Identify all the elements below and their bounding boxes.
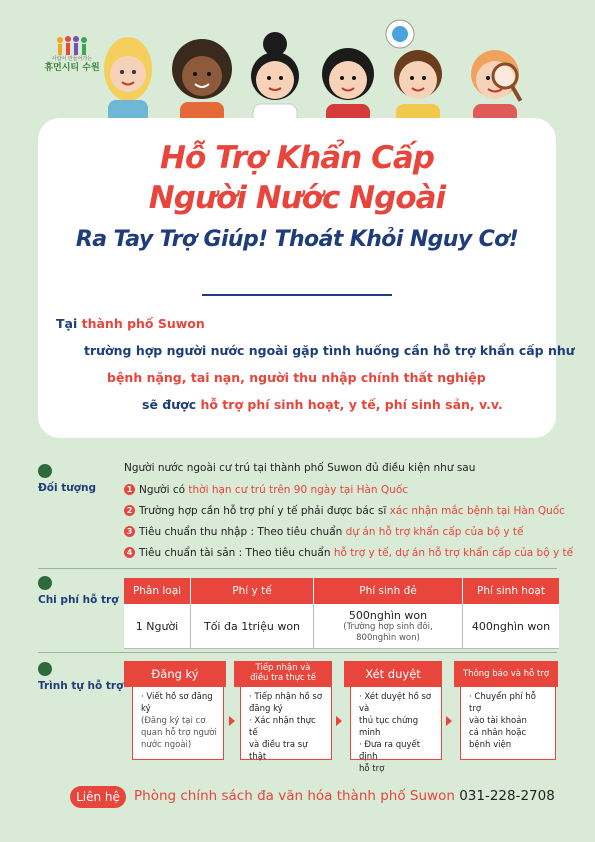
table-cell: 400nghìn won bbox=[463, 604, 560, 649]
table-header: Phí sinh hoạt bbox=[463, 578, 560, 604]
people-logo-icon bbox=[55, 36, 89, 56]
logo-tagline: 사람이 만들어가는 bbox=[51, 56, 93, 62]
eligibility-item: 4 Tiêu chuẩn tài sản : Theo tiêu chuẩn hỗ trợ y tế, dự án hỗ trợ khẩn cấp của bộ y tế bbox=[124, 547, 573, 559]
process-step-box: · Chuyển phí hỗ trợ vào tài khoản cá nhân hoặc bệnh viện bbox=[460, 682, 556, 760]
person-globe-thought-icon bbox=[386, 20, 442, 124]
title-divider bbox=[202, 294, 392, 296]
person-search-icon bbox=[38, 662, 52, 676]
person-bun-icon bbox=[251, 32, 299, 124]
intro-line-1: Tại thành phố Suwon bbox=[56, 316, 205, 331]
process-step-box: · Tiếp nhận hồ sơ đăng ký · Xác nhận thực tế và điều tra sự thật bbox=[240, 682, 332, 760]
person-search-icon bbox=[38, 576, 52, 590]
birth-note: (Trường hợp sinh đôi, bbox=[343, 621, 433, 632]
cartoon-people-illustration bbox=[100, 14, 580, 124]
person-magnifier-icon bbox=[471, 50, 522, 124]
logo-name: 휴먼시티 수원 bbox=[44, 63, 100, 73]
subtitle: Ra Tay Trợ Giúp! Thoát Khỏi Nguy Cơ! bbox=[75, 227, 519, 252]
contact-info bbox=[134, 788, 555, 804]
eligibility-heading: Người nước ngoài cư trú tại thành phố Suwon đủ điều kiện như sau bbox=[124, 462, 476, 474]
process-step-title: Xét duyệt bbox=[344, 661, 442, 687]
person-search-icon bbox=[38, 464, 52, 478]
process-step-box: · Viết hồ sơ đăng ký (Đăng ký tại cơ quan hỗ trợ người nước ngoài) bbox=[132, 682, 224, 760]
table-header: Phí sinh đẻ bbox=[314, 578, 463, 604]
birth-note: 800nghìn won) bbox=[356, 632, 420, 643]
process-step-title: Đăng ký bbox=[124, 661, 226, 687]
table-header-row bbox=[124, 578, 559, 604]
eligibility-item: 2 Trường hợp cần hỗ trợ phí y tế phải được bác sĩ xác nhận mắc bệnh tại Hàn Quốc bbox=[124, 505, 565, 517]
title-line-2: Người Nước Ngoài bbox=[148, 180, 446, 216]
arrow-right-icon bbox=[336, 716, 342, 726]
intro-line-2: trường hợp người nước ngoài gặp tình huống cần hỗ trợ khẩn cấp như bbox=[84, 343, 575, 358]
table-cell: 1 Người bbox=[124, 604, 191, 649]
intro-line-3: bệnh nặng, tai nạn, người thu nhập chính thất nghiệp bbox=[107, 370, 486, 385]
eligibility-item: 3 Tiêu chuẩn thu nhập : Theo tiêu chuẩn dự án hỗ trợ khẩn cấp của bộ y tế bbox=[124, 526, 523, 538]
process-label: Trình tự hỗ trợ bbox=[38, 680, 124, 692]
arrow-right-icon bbox=[229, 716, 235, 726]
suwon-logo bbox=[42, 36, 102, 73]
table-header: Phí y tế bbox=[191, 578, 314, 604]
section-divider bbox=[38, 652, 557, 653]
person-blonde-icon bbox=[104, 37, 152, 124]
table-cell bbox=[314, 604, 463, 649]
eligibility-item: 1 Người có thời hạn cư trú trên 90 ngày tại Hàn Quốc bbox=[124, 484, 408, 496]
contact-office: Phòng chính sách đa văn hóa thành phố Suwon bbox=[134, 788, 455, 804]
process-step-title: Thông báo và hỗ trợ bbox=[454, 661, 558, 687]
contact-label: Liên hệ bbox=[70, 786, 126, 808]
cost-label: Chi phí hỗ trợ bbox=[38, 594, 119, 606]
person-pigtails-icon bbox=[322, 48, 374, 124]
eligibility-label: Đối tượng bbox=[38, 482, 96, 494]
table-row bbox=[124, 604, 559, 649]
arrow-right-icon bbox=[446, 716, 452, 726]
birth-amount: 500nghìn won bbox=[348, 608, 428, 622]
cost-table bbox=[124, 578, 559, 649]
process-step-title: Tiếp nhận và điều tra thực tế bbox=[234, 661, 332, 687]
process-step-box: · Xét duyệt hồ sơ và thủ tục chứng minh · Đưa ra quyết định hỗ trợ bbox=[350, 682, 442, 760]
table-header: Phân loại bbox=[124, 578, 191, 604]
contact-phone: 031-228-2708 bbox=[459, 788, 555, 804]
person-curly-icon bbox=[172, 39, 232, 124]
title-line-1: Hỗ Trợ Khẩn Cấp bbox=[160, 140, 434, 176]
section-divider bbox=[38, 568, 557, 569]
intro-line-4: sẽ được hỗ trợ phí sinh hoạt, y tế, phí sinh sản, v.v. bbox=[142, 397, 503, 412]
table-cell: Tối đa 1triệu won bbox=[191, 604, 314, 649]
title-card bbox=[38, 118, 575, 438]
